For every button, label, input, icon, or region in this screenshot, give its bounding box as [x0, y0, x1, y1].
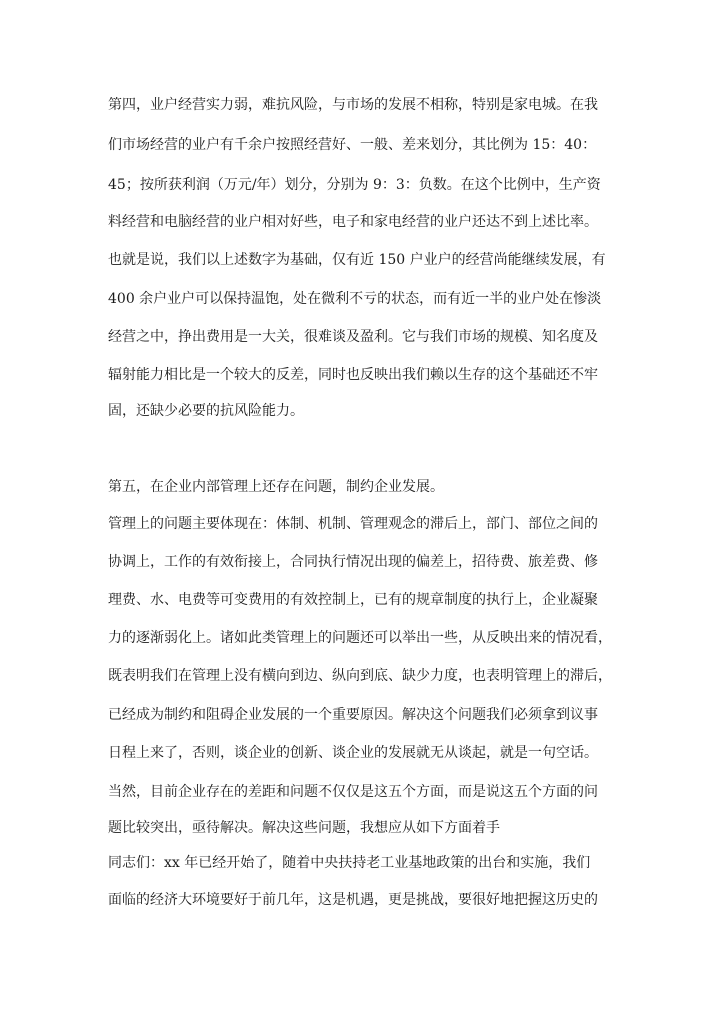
paragraph-2-line-8: 当然，目前企业存在的差距和问题不仅仅是这五个方面，而是说这五个方面的问	[108, 784, 598, 800]
paragraph-1-line-7: 经营之中，挣出费用是一大关，很难谈及盈利。它与我们市场的规模、知名度及	[108, 329, 598, 345]
paragraph-1-line-9: 固，还缺少必要的抗风险能力。	[108, 403, 304, 419]
paragraph-1-line-8: 辐射能力相比是一个较大的反差，同时也反映出我们赖以生存的这个基础还不牢	[108, 367, 598, 383]
paragraph-1-line-1: 第四，业户经营实力弱，难抗风险，与市场的发展不相称，特别是家电城。在我	[108, 97, 598, 113]
paragraph-1-line-2: 们市场经营的业户有千余户按照经营好、一般、差来划分，其比例为 15：40：	[108, 137, 597, 153]
paragraph-1-line-6: 400 余户业户可以保持温饱，处在微利不亏的状态，而有近一半的业户处在惨淡	[108, 291, 602, 307]
paragraph-3-line-1: 同志们：xx 年已经开始了，随着中央扶持老工业基地政策的出台和实施，我们	[108, 855, 591, 871]
paragraph-1-line-4: 料经营和电脑经营的业户相对好些，电子和家电经营的业户还达不到上述比率。	[108, 214, 598, 230]
paragraph-2-line-9: 题比较突出，亟待解决。解决这些问题，我想应从如下方面着手	[108, 820, 500, 836]
paragraph-2-line-6: 已经成为制约和阻碍企业发展的一个重要原因。解决这个问题我们必须拿到议事	[108, 707, 598, 723]
section-5-heading: 第五，在企业内部管理上还存在问题，制约企业发展。	[108, 479, 444, 495]
paragraph-2-line-1: 管理上的问题主要体现在：体制、机制、管理观念的滞后上，部门、部位之间的	[108, 516, 598, 532]
paragraph-2-line-2: 协调上，工作的有效衔接上，合同执行情况出现的偏差上，招待费、旅差费、修	[108, 554, 598, 570]
paragraph-2-line-5: 既表明我们在管理上没有横向到边、纵向到底、缺少力度，也表明管理上的滞后，	[108, 668, 612, 684]
paragraph-1-line-5: 也就是说，我们以上述数字为基础，仅有近 150 户业户的经营尚能继续发展，有	[108, 252, 606, 268]
paragraph-1-line-3: 45；按所获利润（万元/年）划分，分别为 9：3：负数。在这个比例中，生产资	[108, 177, 601, 193]
paragraph-2-line-7: 日程上来了，否则，谈企业的创新、谈企业的发展就无从谈起，就是一句空话。	[108, 745, 598, 761]
paragraph-2-line-3: 理费、水、电费等可变费用的有效控制上，已有的规章制度的执行上，企业凝聚	[108, 592, 598, 608]
paragraph-3-line-2: 面临的经济大环境要好于前几年，这是机遇，更是挑战，要很好地把握这历史的	[108, 892, 598, 908]
paragraph-2-line-4: 力的逐渐弱化上。诸如此类管理上的问题还可以举出一些，从反映出来的情况看，	[108, 630, 612, 646]
